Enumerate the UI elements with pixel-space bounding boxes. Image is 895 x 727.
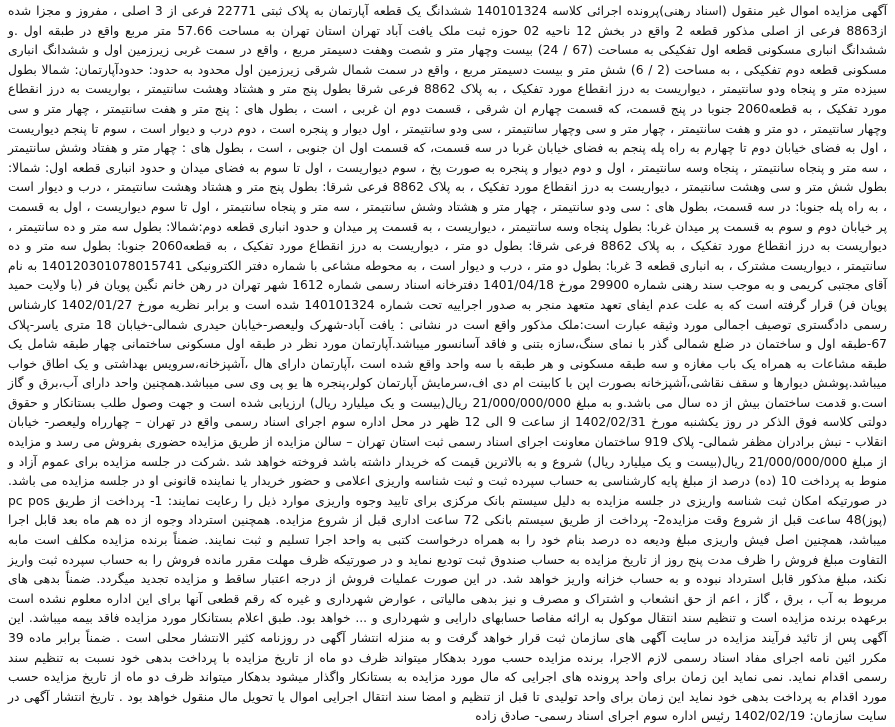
auction-notice-text: آگهی مزایده اموال غیر منقول (اسناد رهنی)پرونده اجرائی کلاسه 140101324 ششدانگ یک قطعه آپارتمان به پلاک ثبتی 22771 فرعی از 3 اصلی ، مفروز و مجزا شده از8863 فرعی از اصلی مذکور قطعه 2 واقع در بخش 12 ناحیه 02 حوزه ثبت ملک یافت آباد تهران استان تهران به مساحت 57.66 متر مربع واقع در طبقه اول .و ششدانگ انباری مسکونی قطعه اول تفکیکی به مساحت (67 / 24) بیست وچهار متر و شصت وهفت دسیمتر مربع ، واقع در سمت غربی زیرزمین اول و ششدانگ انباری مسکونی قطعه دوم تفکیکی ، به مساحت (2 / 6) شش متر و بیست دسیمتر مربع ، واقع در سمت شمال شرقی زیرزمین اول محدود به حدود: حدودآپارتمان: شمالا بطول سیزده متر و پنجاه ودو سانتیمتر ، دیواریست به درز انقطاع مورد تفکیک ، به پلاک 8862 فرعی شرقا بطول پنج متر و هشتاد وهشت سانتیمتر ، بواریست به درز انقطاع مورد تفکیک ، به قطعه2060 جنوبا در پنج قسمت، که قسمت چهارم ان شرقی ، قسمت دوم ان غربی ، است ، بطول های : پنج متر و هفت سانتیمتر ، چهار متر و سی وچهار سانتیمتر ، دو متر و هفت سانتیمتر ، چهار متر و سی وچهار سانتیمتر ، سی ودو سانتیمتر ، اول دیوار و پنجره است ، دوم درب و دیوار است ، سوم تا پنجم دیواریست ، اول به فضای خیابان دوم تا چهارم به راه پله پنجم به فضای خیابان غربا در سه قسمت، که قسمت اول ان جنوبی ، است ، بطول های : چهار متر و هفتاد وشش سانتیمتر ، سه متر و پنجاه سانتیمتر ، پنجاه وسه سانتیمتر ، اول و دوم دیوار و پنجره به صورت پخ ، سوم دیواریست ، اول تا سوم به فضای میدان و حدود انباری قطعه اول: شمالا: بطول شش متر و سی وهشت سانتیمتر ، دیواریست به درز انقطاع مورد تفکیک ، به پلاک 8862 فرعی شرقا: بطول پنج متر و هشتاد وهشت سانتیمتر ، درب و دیوار است ، به راه پله جنوبا: در سه قسمت، بطول های : سی ودو سانتیمتر ، چهار متر و هشتاد وشش سانتیمتر ، سه متر و پنجاه سانتیمتر ، اول تا سوم دیواریست ، اول به قسمت پر خیابان دوم و سوم به قسمت پر میدان غربا: بطول پنجاه وسه سانتیمتر ، دیواریست ، به قسمت پر میدان و حدود انباری قطعه دوم:شمالا: بطول سه متر و ده سانتیمتر ، دیواریست به درز انقطاع مورد تفکیک ، به پلاک 8862 فرعی شرقا: بطول دو متر ، دیواریست به درز انقطاع مورد تفکیک ، به قطعه2060 جنوبا: بطول سه متر و ده سانتیمتر ، دیواریست مشترک ، به انباری قطعه 3 غربا: بطول دو متر ، درب و دیوار است ، به محوطه مشاعی با شماره دفتر الکترونیکی 140120301078015741 به نام آقای مجتبی کریمی و به موجب سند رهنی شماره 29900 مورخ 1401/04/18 دفترخانه اسناد رسمی شماره 1612 شهر تهران در رهن خانم نگین پویان فر (با ولایت حمید پویان فر) قرار گرفته است که به علت عدم ایفای تعهد متعهد منجر به صدور اجراییه تحت شماره 140101324 شده است و برابر نظریه مورخ 1402/01/27 کارشناس رسمی دادگستری توصیف اجمالی مورد وثیقه عبارت است:ملک مذکور واقع است در نشانی : یافت آباد-شهرک ولیعصر-خیابان حیدری شمالی-خیابان 18 متری یاسر-پلاک 67-طبقه اول و ساختمان در ضلع شمالی گذر با نمای سنگ،سازه بتنی و فاقد آسانسور میباشد.آپارتمان مورد نظر در طبقه اول مسکونی ساختمانی چهار طبقه شامل یک طبقه مشاعات به همراه یک باب مغازه و سه طبقه مسکونی و هر طبقه با سه واحد واقع شده است ،آپارتمان دارای هال ،آشپزخانه،سرویس بهداشتی و یک اطاق خواب میباشد.پوشش دیوارها و سقف نقاشی،آشپزخانه بصورت اپن با کابینت ام دی اف،سرمایش آپارتمان کولر،پنجره ها یو پی وی سی میباشد.همچنین واحد دارای آب،برق و گاز است.و قدمت ساختمان بیش از ده سال می باشد.و به مبلغ 21/000/000/000 ریال(بیست و یک میلیارد ریال) ارزیابی شده است و جهت وصول طلب بستانکار و حقوق دولتی کلاسه فوق الذکر در روز یکشنبه مورخ 1402/02/31 از ساعت 9 الی 12 ظهر در محل اداره سوم اجرای اسناد رسمی واقع در تهران – چهارراه ولیعصر- خیابان انقلاب - نبش برادران مظفر شمالی- پلاک 919 ساختمان معاونت اجرای اسناد رسمی ثبت استان تهران – سالن مزایده از طریق مزایده حضوری بفروش می رسد و مزایده از مبلغ 21/000/000/000 ریال(بیست و یک میلیارد ریال) شروع و به بالاترین قیمت که خریدار داشته باشد فروخته خواهد شد .شرکت در جلسه مزایده برای عموم آزاد و منوط به پرداخت 10 (ده) درصد از مبلغ پایه کارشناسی به حساب سپرده ثبت و ثبت شناسه واریزی اعلامی و حضور خریدار یا نماینده قانونی او در جلسه مزایده می باشد. در صورتیکه امکان ثبت شناسه واریزی در جلسه مزایده به دلیل سیستم بانک مرکزی برای تایید وجوه واریزی موارد ذیل را رعایت نمایند: 1- پرداخت از طریق pc pos (پوز)48 ساعت قبل از شروع وقت مزایده2- پرداخت از طریق سیستم بانکی 72 ساعت اداری قبل از شروع مزایده. همچنین استرداد وجوه از ده هم ماه بعد قابل اجرا میباشد، همچنین اصل فیش واریزی مبلغ ودیعه ده درصد بنام خود را به همراه درخواست کتبی به واحد اجرا تسلیم و ثبت نمایند. ضمناً برنده مزایده مکلف است مابه التفاوت مبلغ فروش را ظرف مدت پنج روز از تاریخ مزایده به حساب صندوق ثبت تودیع نماید و در صورتیکه ظرف مهلت مقرر مانده فروش را به حساب سپرده ثبت واریز نکند، مبلغ مذکور قابل استرداد نبوده و به حساب خزانه واریز خواهد شد. در این صورت عملیات فروش از درجه اعتبار ساقط و مزایده تجدید میگردد. ضمناً بدهی های مربوط به آب ، برق ، گاز ، اعم از حق انشعاب و اشتراک و مصرف و نیز بدهی مالیاتی ، عوارض شهرداری و غیره که رقم قطعی آنها برای این اداره معلوم نشده است برعهده برنده مزایده است و تنظیم سند انتقال موکول به ارائه مفاصا حسابهای دارایی و شهرداری و ... خواهد بود. طبق اعلام بستانکار مورد مزایده فاقد بیمه میباشد. این آگهی پس از تائید فرآیند مزایده در سایت آگهی های سازمان ثبت قرار خواهد گرفت و به منزله انتشار آگهی در روزنامه کثیر الانتشار محلی است . ضمناً برابر ماده 39 مکرر ائین نامه اجرای مفاد اسناد رسمی لازم الاجرا، برنده مزایده حسب مورد بدهکار میتواند ظرف دو ماه از تاریخ مزایده با پرداخت بدهی خود نسبت به تنظیم سند رسمی اقدام نماید. نمی نماید این زمان برای واحد پرونده های اجرایی که مال مورد مزایده به بستانکار واگذار میشود بدهکار میتواند ظرف دو ماه از تاریخ مزایده حسب مورد اقدام به پرداخت بدهی خود نماید این زمان برای واحد تولیدی تا قبل از تنظیم و امضا سند انتقال اجرایی اموال یا تحویل مال منقول خواهد بود . تاریخ انتشار آگهی در سایت سازمان: 1402/02/19 رئیس اداره سوم اجرای اسناد رسمی- صادق زاده — [8, 4, 888, 724]
